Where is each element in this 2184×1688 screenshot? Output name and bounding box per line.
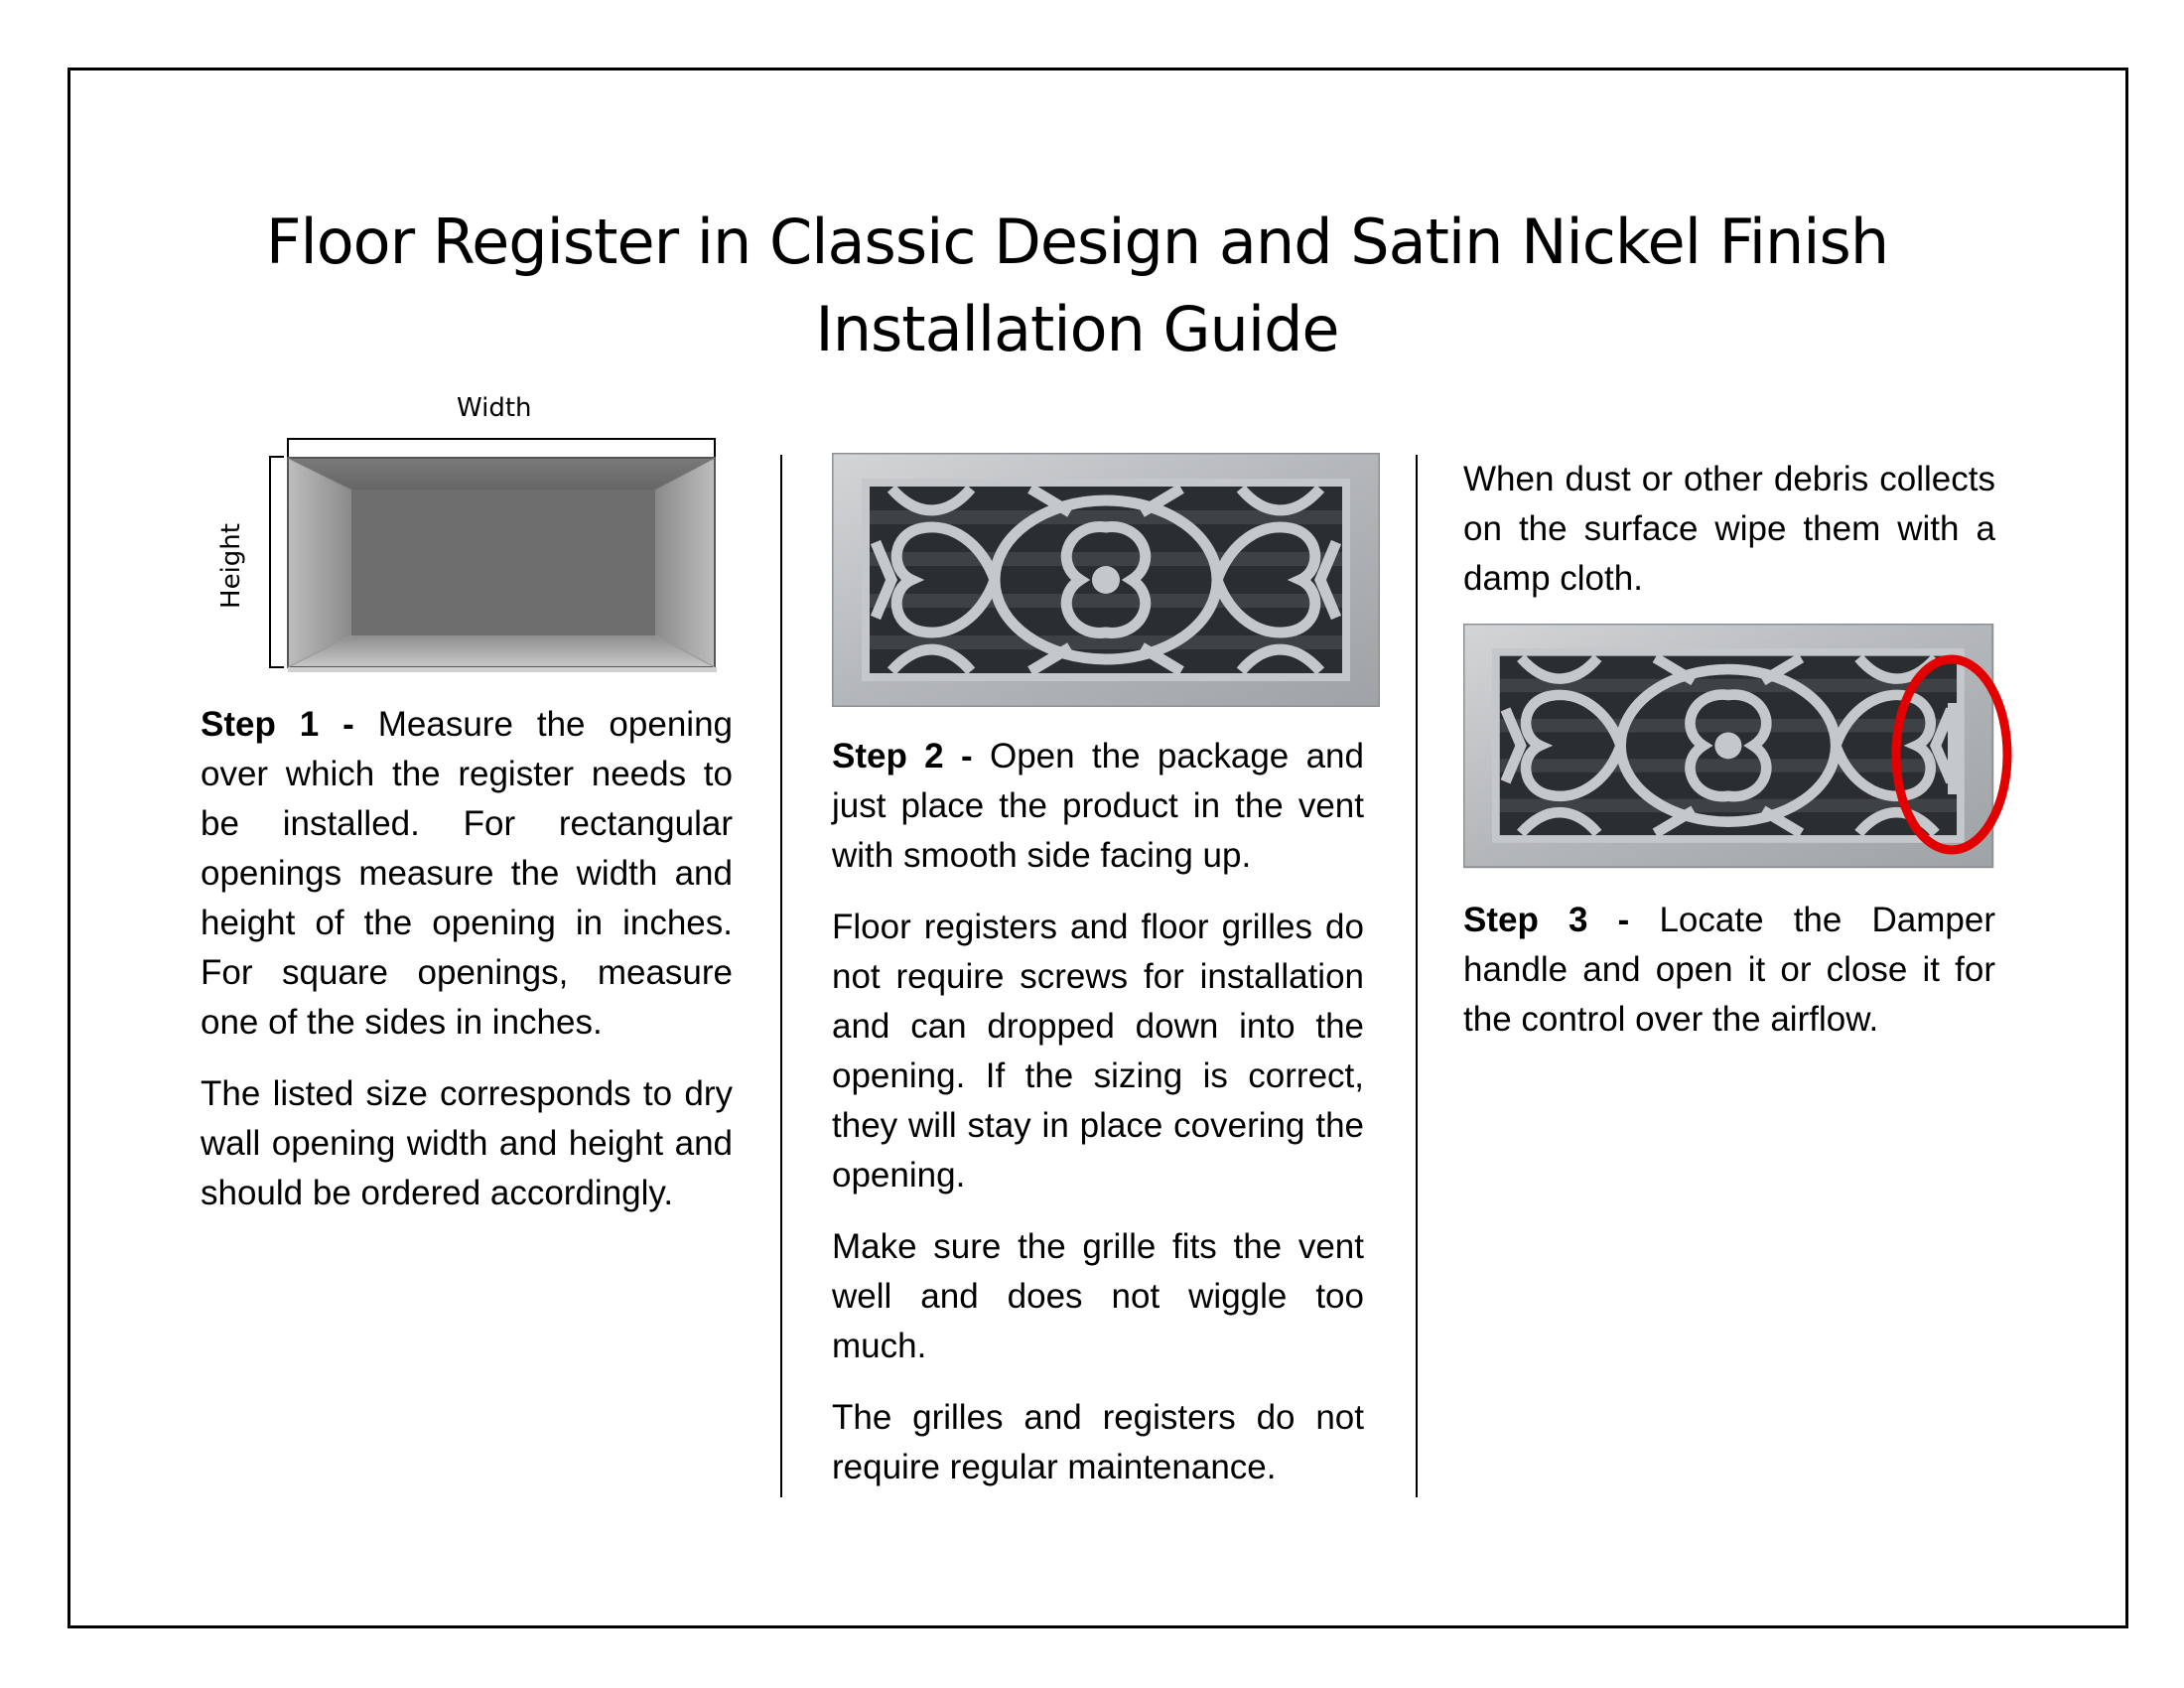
step1-text: Measure the opening over which the register needs to be installed. For rectangular openings measure the width and height of the opening in inches. For square openings, measure one of the sides in inches. xyxy=(201,705,733,1042)
step2-paragraph xyxy=(832,732,1364,881)
width-label: Width xyxy=(457,393,532,423)
step1-paragraph xyxy=(201,700,733,1048)
step3-column xyxy=(1463,896,1995,1066)
opening-diagram xyxy=(258,432,725,680)
cleaning-column xyxy=(1463,455,1995,626)
opening-floor xyxy=(351,490,655,635)
damper-register-image xyxy=(1463,624,2025,874)
step2-paragraph-3: Make sure the grille fits the vent well and does not wiggle too much. xyxy=(832,1227,1364,1365)
floor-register-image xyxy=(832,453,1380,707)
step2-label: Step 2 - xyxy=(832,737,973,775)
step3-label: Step 3 - xyxy=(1463,901,1630,939)
cleaning-paragraph: When dust or other debris collects on the surface wipe them with a damp cloth. xyxy=(1463,460,1995,598)
step2-column xyxy=(832,732,1364,1514)
step2-paragraph-4: The grilles and registers do not require regular maintenance. xyxy=(832,1398,1364,1486)
step3-paragraph xyxy=(1463,896,1995,1045)
step3-text: Locate the Damper handle and open it or close it for the control over the airflow. xyxy=(1463,901,1995,1039)
height-label: Height xyxy=(215,523,246,609)
step1-label: Step 1 - xyxy=(201,705,354,744)
damper-handle xyxy=(1948,703,1964,794)
step1-column xyxy=(201,700,733,1240)
step1-note: The listed size corresponds to dry wall opening width and height and should be ordered accordingly. xyxy=(201,1074,733,1212)
page-title: Floor Register in Classic Design and Satin Nickel Finish Installation Guide xyxy=(265,206,1889,365)
column-divider-2 xyxy=(1416,455,1418,1497)
step2-paragraph-2: Floor registers and floor grilles do not require screws for installation and can dropped down into the opening. If the sizing is correct, they will stay in place covering the opening. xyxy=(832,908,1364,1195)
step2-text: Open the package and just place the product in the vent with smooth side facing up. xyxy=(832,737,1364,875)
column-divider-1 xyxy=(780,455,782,1497)
